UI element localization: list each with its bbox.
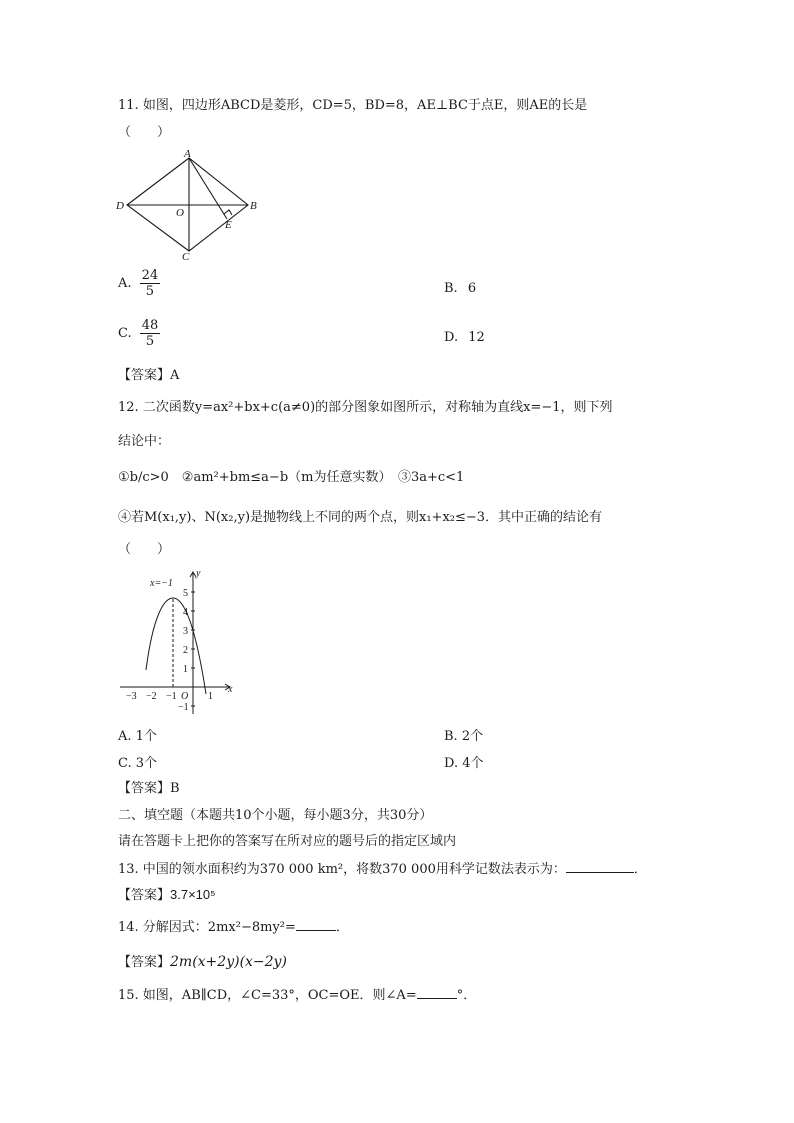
symmetry-axis-label: x=−1 xyxy=(150,578,173,589)
label-c: C xyxy=(182,251,190,260)
numerator: 24 xyxy=(141,268,159,283)
right-angle-mark xyxy=(224,210,232,215)
q15-answer-blank[interactable] xyxy=(417,998,457,999)
x-tick-label: 1 xyxy=(208,691,213,702)
y-tick-label: 4 xyxy=(183,607,188,618)
answer-prefix: 【答案】 xyxy=(118,888,171,903)
q11-option-b[interactable] xyxy=(444,281,476,296)
altitude-ae xyxy=(189,158,227,219)
numerator: 48 xyxy=(141,318,159,333)
q12-option-b[interactable]: B. 2个 xyxy=(444,729,484,744)
q12-statements: ①b/c>0 ②am²+bm≤a−b（m为任意实数） ③3a+c<1 xyxy=(118,470,465,485)
option-value: 12 xyxy=(468,330,485,345)
x-tick-label: −2 xyxy=(146,691,157,702)
q14-answer xyxy=(118,952,287,973)
section2-title: 二、填空题（本题共10个小题，每小题3分，共30分） xyxy=(118,808,433,823)
q13-stem xyxy=(118,860,647,880)
y-tick-label: −1 xyxy=(178,702,189,713)
q12-number: 12. xyxy=(118,400,139,415)
q14-end: ． xyxy=(335,920,349,935)
q12-stem-text: 二次函数y=ax²+bx+c(a≠0)的部分图象如图所示，对称轴为直线x=−1，则下列 xyxy=(142,400,613,415)
q11-option-c[interactable] xyxy=(118,318,164,349)
q12-statement4: ④若M(x₁,y)、N(x₂,y)是抛物线上不同的两个点，则x₁+x₂≤−3．其中正确的结论有 xyxy=(118,510,603,525)
q13-answer-blank[interactable] xyxy=(566,872,634,873)
option-letter: A. xyxy=(118,276,132,291)
option-letter: D. xyxy=(444,330,459,345)
label-b: B xyxy=(250,200,257,212)
q11-answer: 【答案】A xyxy=(118,368,180,383)
q11-paren: （ ） xyxy=(118,125,171,140)
q11-number: 11. xyxy=(118,98,139,113)
parabola-graph xyxy=(118,566,240,716)
origin-label: O xyxy=(181,691,189,702)
denominator: 5 xyxy=(145,334,155,349)
x-tick-label: −3 xyxy=(126,691,137,702)
q13-answer xyxy=(118,885,216,906)
q14-text: 14. 分解因式：2mx²−8my²= xyxy=(118,920,296,935)
q12-stem-line2: 结论中： xyxy=(118,434,171,449)
label-d: D xyxy=(116,200,124,212)
option-value: 6 xyxy=(467,281,477,296)
x-tick-label: −1 xyxy=(166,691,177,702)
parabola-curve xyxy=(146,598,206,694)
q15-end: °． xyxy=(456,988,477,1003)
q14-stem xyxy=(118,918,349,938)
x-axis-label: x xyxy=(228,684,233,695)
option-letter: B. xyxy=(444,281,458,296)
y-tick-label: 3 xyxy=(183,626,188,637)
q12-stem-line1 xyxy=(118,398,613,418)
answer-prefix: 【答案】 xyxy=(118,955,171,970)
q12-answer: 【答案】B xyxy=(118,781,180,796)
q14-answer-value: 2m(x+2y)(x−2y) xyxy=(170,954,287,970)
y-tick-label: 5 xyxy=(183,588,188,599)
option-letter: C. xyxy=(118,326,132,341)
q13-answer-value: 3.7×10⁵ xyxy=(170,887,216,902)
q13-text: 13. 中国的领水面积约为370 000 km²，将数370 000用科学记数法表示为： xyxy=(118,862,566,877)
denominator: 5 xyxy=(145,284,155,299)
fraction xyxy=(140,318,161,349)
q12-paren: （ ） xyxy=(118,542,171,557)
label-e: E xyxy=(225,219,232,231)
q12-option-c[interactable]: C. 3个 xyxy=(118,756,158,771)
q11-option-d[interactable] xyxy=(444,330,485,345)
fraction xyxy=(140,268,161,299)
y-tick-label: 2 xyxy=(183,645,188,656)
q11-stem xyxy=(118,96,587,116)
label-o: O xyxy=(176,207,184,219)
section2-instruction: 请在答题卡上把你的答案写在所对应的题号后的指定区域内 xyxy=(118,834,457,849)
q11-stem-text: 如图，四边形ABCD是菱形，CD=5，BD=8，AE⊥BC于点E，则AE的长是 xyxy=(142,98,588,113)
q12-option-a[interactable]: A. 1个 xyxy=(118,729,157,744)
rhombus-figure xyxy=(112,148,262,260)
y-axis-label: y xyxy=(196,568,201,579)
y-tick-label: 1 xyxy=(183,664,188,675)
q12-option-d[interactable]: D. 4个 xyxy=(444,756,484,771)
q14-answer-blank[interactable] xyxy=(296,930,336,931)
q15-stem xyxy=(118,986,476,1006)
label-a: A xyxy=(184,148,191,160)
q15-text: 15. 如图，AB∥CD，∠C=33°，OC=OE．则∠A= xyxy=(118,988,417,1003)
q11-option-a[interactable] xyxy=(118,268,164,299)
q13-end: ． xyxy=(633,862,647,877)
